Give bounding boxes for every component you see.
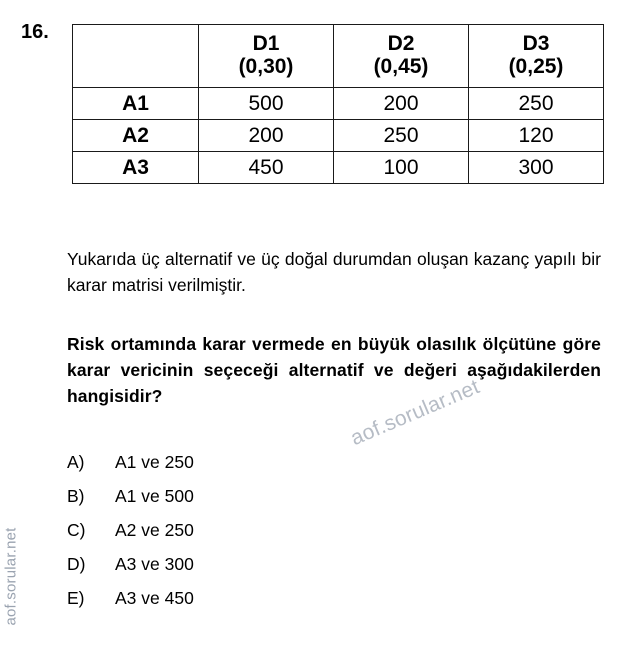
table-row	[73, 152, 604, 184]
table-row	[73, 88, 604, 120]
matrix-cell-a2-d2: 250	[334, 120, 469, 152]
matrix-cell-a1-d2: 200	[334, 88, 469, 120]
question-prompt: Risk ortamında karar vermede en büyük olasılık ölçütüne göre karar vericinin seçeceği alternatif ve değeri aşağıdakilerden hangisidir?	[67, 333, 601, 406]
answer-option-c[interactable]	[67, 520, 497, 554]
matrix-col-header-d1	[199, 25, 334, 88]
question-number: 16.	[21, 21, 49, 43]
watermark-vertical: aof.sorular.net	[2, 527, 20, 626]
answer-option-e-text: A3 ve 450	[115, 588, 194, 608]
answer-option-a[interactable]	[67, 452, 497, 486]
matrix-col-d1-probability: (0,30)	[238, 55, 294, 78]
matrix-col-d2-name: D2	[387, 32, 415, 56]
table-row	[73, 120, 604, 152]
matrix-col-header-d3	[469, 25, 604, 88]
answer-option-e-letter: E)	[67, 588, 85, 608]
answer-option-d[interactable]	[67, 554, 497, 588]
matrix-cell-a3-d2: 100	[334, 152, 469, 184]
answer-option-e[interactable]	[67, 588, 497, 622]
answer-option-a-text: A1 ve 250	[115, 452, 194, 472]
matrix-body	[73, 88, 604, 184]
decision-matrix-table	[72, 24, 604, 184]
answer-option-b[interactable]	[67, 486, 497, 520]
answer-option-a-letter: A)	[67, 452, 85, 472]
answer-option-d-letter: D)	[67, 554, 86, 574]
matrix-cell-a1-d1: 500	[199, 88, 334, 120]
answer-option-b-letter: B)	[67, 486, 85, 506]
matrix-corner-cell	[73, 25, 199, 88]
matrix-cell-a2-d1: 200	[199, 120, 334, 152]
matrix-cell-a1-d3: 250	[469, 88, 604, 120]
matrix-col-d1-name: D1	[252, 32, 280, 56]
matrix-row-label-a3: A3	[73, 152, 199, 184]
matrix-col-d3-name: D3	[522, 32, 550, 56]
watermark-diagonal: aof.sorular.net	[347, 375, 483, 451]
answer-option-d-text: A3 ve 300	[115, 554, 194, 574]
answer-option-c-text: A2 ve 250	[115, 520, 194, 540]
matrix-col-header-d2	[334, 25, 469, 88]
answer-options-list	[67, 452, 497, 622]
intro-paragraph: Yukarıda üç alternatif ve üç doğal durumdan oluşan kazanç yapılı bir karar matrisi verilmiştir.	[67, 248, 601, 295]
matrix-cell-a3-d1: 450	[199, 152, 334, 184]
answer-option-c-letter: C)	[67, 520, 86, 540]
matrix-header-row	[73, 25, 604, 88]
matrix-col-d3-probability: (0,25)	[508, 55, 564, 78]
matrix-col-d2-probability: (0,45)	[373, 55, 429, 78]
matrix-header	[73, 25, 604, 88]
answer-option-b-text: A1 ve 500	[115, 486, 194, 506]
matrix-row-label-a1: A1	[73, 88, 199, 120]
matrix-cell-a3-d3: 300	[469, 152, 604, 184]
matrix-cell-a2-d3: 120	[469, 120, 604, 152]
matrix-row-label-a2: A2	[73, 120, 199, 152]
